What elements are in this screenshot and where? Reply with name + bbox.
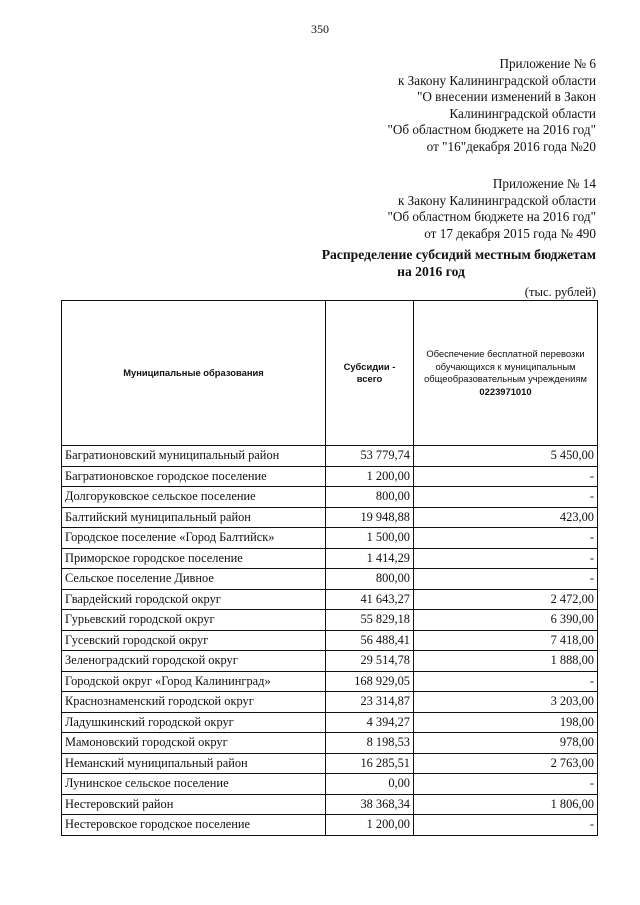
transport-cell: 2 763,00	[414, 753, 598, 774]
units-label: (тыс. рублей)	[524, 285, 596, 299]
municipality-cell: Городское поселение «Город Балтийск»	[62, 528, 326, 549]
municipality-cell: Гусевский городской округ	[62, 630, 326, 651]
municipality-cell: Гвардейский городской округ	[62, 589, 326, 610]
total-cell: 1 200,00	[326, 815, 414, 836]
total-cell: 0,00	[326, 774, 414, 795]
annex-6-block	[387, 56, 596, 156]
header-transport	[414, 301, 598, 446]
table-row	[62, 753, 598, 774]
annex-6-line: Калининградской области	[449, 105, 596, 121]
table-header-row	[62, 301, 598, 446]
table-row	[62, 548, 598, 569]
total-cell: 4 394,27	[326, 712, 414, 733]
table-row	[62, 651, 598, 672]
municipality-cell: Мамоновский городской округ	[62, 733, 326, 754]
transport-cell: -	[414, 487, 598, 508]
transport-cell: -	[414, 569, 598, 590]
header-transport-code: 0223971010	[479, 385, 532, 397]
transport-cell: 198,00	[414, 712, 598, 733]
transport-cell: 1 806,00	[414, 794, 598, 815]
table-row	[62, 507, 598, 528]
document-title	[266, 246, 596, 280]
total-cell: 1 414,29	[326, 548, 414, 569]
transport-cell: 423,00	[414, 507, 598, 528]
table-row	[62, 712, 598, 733]
municipality-cell: Приморское городское поселение	[62, 548, 326, 569]
total-cell: 1 500,00	[326, 528, 414, 549]
annex-6-line: к Закону Калининградской области	[397, 72, 596, 88]
total-cell: 38 368,34	[326, 794, 414, 815]
table-row	[62, 466, 598, 487]
municipality-cell: Долгоруковское сельское поселение	[62, 487, 326, 508]
municipality-cell: Краснознаменский городской округ	[62, 692, 326, 713]
annex-6-line: "Об областном бюджете на 2016 год"	[387, 122, 596, 138]
annex-6-line: от "16"декабря 2016 года №20	[426, 138, 596, 154]
transport-cell: 978,00	[414, 733, 598, 754]
municipality-cell: Ладушкинский городской округ	[62, 712, 326, 733]
annex-14-line: от 17 декабря 2015 года № 490	[424, 225, 596, 241]
total-cell: 800,00	[326, 569, 414, 590]
municipality-cell: Гурьевский городской округ	[62, 610, 326, 631]
transport-cell: -	[414, 774, 598, 795]
transport-cell: 6 390,00	[414, 610, 598, 631]
municipality-cell: Неманский муниципальный район	[62, 753, 326, 774]
municipality-cell: Нестеровское городское поселение	[62, 815, 326, 836]
transport-cell: 7 418,00	[414, 630, 598, 651]
table-row	[62, 671, 598, 692]
table-row	[62, 733, 598, 754]
header-municipality: Муниципальные образования	[62, 301, 326, 446]
municipality-cell: Городской округ «Город Калининград»	[62, 671, 326, 692]
transport-cell: 2 472,00	[414, 589, 598, 610]
annex-6-line: "О внесении изменений в Закон	[416, 89, 596, 105]
table-row	[62, 569, 598, 590]
table-row	[62, 794, 598, 815]
total-cell: 23 314,87	[326, 692, 414, 713]
total-cell: 8 198,53	[326, 733, 414, 754]
table-row	[62, 589, 598, 610]
municipality-cell: Балтийский муниципальный район	[62, 507, 326, 528]
total-cell: 55 829,18	[326, 610, 414, 631]
title-line-2: на 2016 год	[397, 264, 465, 279]
table-row	[62, 446, 598, 467]
transport-cell: -	[414, 528, 598, 549]
total-cell: 168 929,05	[326, 671, 414, 692]
transport-cell: 1 888,00	[414, 651, 598, 672]
municipality-cell: Багратионовское городское поселение	[62, 466, 326, 487]
municipality-cell: Зеленоградский городской округ	[62, 651, 326, 672]
transport-cell: -	[414, 466, 598, 487]
table-row	[62, 815, 598, 836]
title-line-1: Распределение субсидий местным бюджетам	[321, 247, 596, 262]
table-row	[62, 774, 598, 795]
transport-cell: -	[414, 671, 598, 692]
total-cell: 800,00	[326, 487, 414, 508]
table-row	[62, 692, 598, 713]
transport-cell: -	[414, 548, 598, 569]
header-total: Субсидии - всего	[326, 301, 414, 446]
municipality-cell: Сельское поселение Дивное	[62, 569, 326, 590]
municipality-cell: Нестеровский район	[62, 794, 326, 815]
total-cell: 41 643,27	[326, 589, 414, 610]
subsidy-table	[61, 300, 598, 836]
annex-14-line: Приложение № 14	[492, 176, 596, 191]
transport-cell: -	[414, 815, 598, 836]
table-row	[62, 630, 598, 651]
total-cell: 56 488,41	[326, 630, 414, 651]
total-cell: 29 514,78	[326, 651, 414, 672]
page-number: 350	[311, 22, 329, 36]
table-row	[62, 610, 598, 631]
transport-cell: 5 450,00	[414, 446, 598, 467]
transport-cell: 3 203,00	[414, 692, 598, 713]
municipality-cell: Багратионовский муниципальный район	[62, 446, 326, 467]
total-cell: 1 200,00	[326, 466, 414, 487]
total-cell: 19 948,88	[326, 507, 414, 528]
annex-14-line: "Об областном бюджете на 2016 год"	[387, 209, 596, 225]
total-cell: 16 285,51	[326, 753, 414, 774]
header-transport-text: Обеспечение бесплатной перевозки обучающихся к муниципальным общеобразовательным учреждениям	[424, 348, 587, 384]
table-body	[62, 446, 598, 836]
total-cell: 53 779,74	[326, 446, 414, 467]
annex-14-block	[387, 176, 596, 242]
annex-14-line: к Закону Калининградской области	[397, 192, 596, 208]
table-row	[62, 528, 598, 549]
table-row	[62, 487, 598, 508]
municipality-cell: Лунинское сельское поселение	[62, 774, 326, 795]
annex-6-line: Приложение № 6	[499, 56, 596, 71]
